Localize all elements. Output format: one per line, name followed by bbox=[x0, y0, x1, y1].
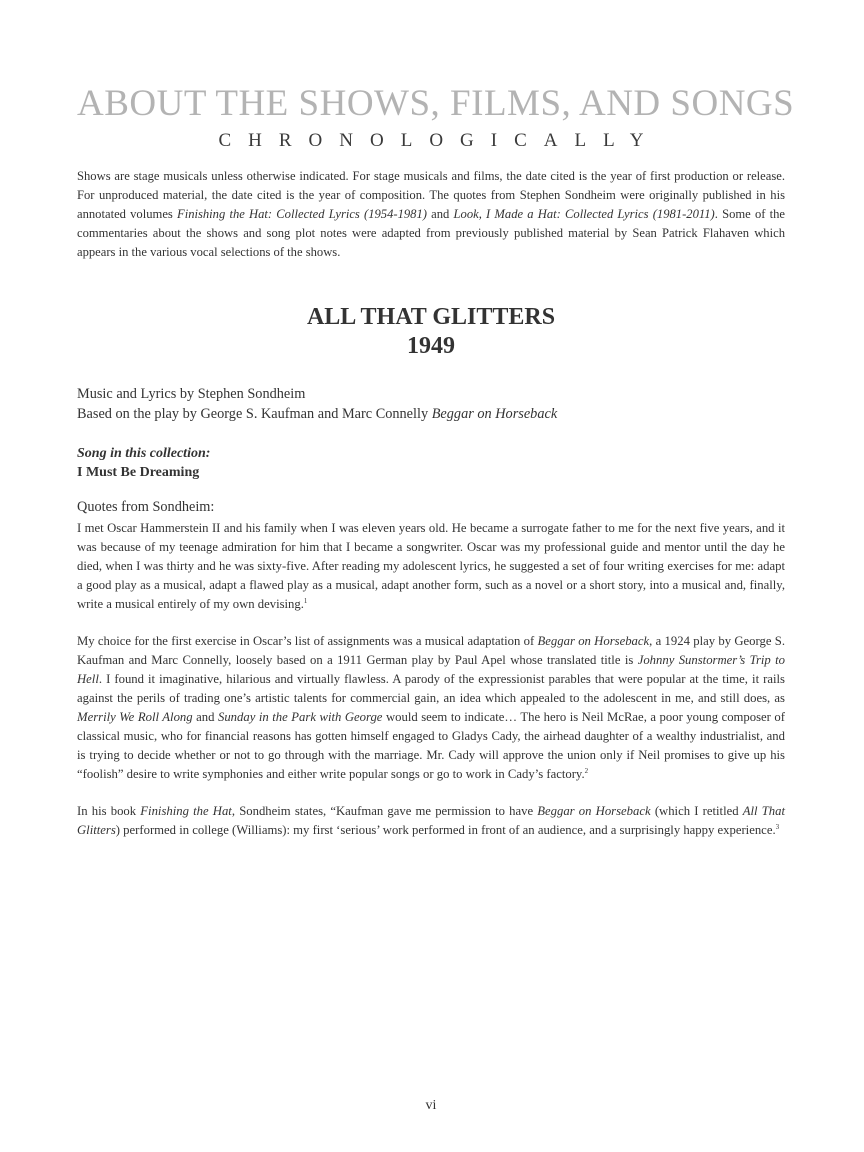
paragraph-text: would seem to indicate… The hero is Neil McRae, a poor young composer of classical music, who for financial reasons has gotten himself engaged to Gladys Cady, the airhead daughter of a wealthy industrialist, and is trying to decide whether or not to go through with the marriage. Mr. Cady will approve the union only if Neil promises to give up his “foolish” desire to write symphonies and either write popular songs or go to work in Cady’s factory. bbox=[77, 710, 786, 781]
page-subtitle: CHRONOLOGICALLY bbox=[218, 130, 661, 151]
paragraph-text: (which I retitled bbox=[650, 804, 743, 818]
intro-paragraph bbox=[77, 167, 785, 262]
paragraph-text: , a 1924 play by George S. Kaufman and Marc Connelly, loosely based on a 1911 German play by Paul Apel whose translated title is bbox=[77, 634, 785, 667]
songs-section bbox=[77, 444, 785, 482]
work-title: Beggar on Horseback bbox=[537, 634, 650, 648]
page-number: vi bbox=[425, 1098, 437, 1113]
paragraph-text: My choice for the first exercise in Oscar’s list of assignments was a musical adaptation of bbox=[77, 634, 538, 648]
intro-book-title: Look, I Made a Hat: Collected Lyrics (1981-2011) bbox=[453, 207, 715, 221]
paragraph-text: ) performed in college (Williams): my first ‘serious’ work performed in front of an audience, and a surprisingly happy experience. bbox=[115, 823, 776, 837]
commentary-paragraph bbox=[77, 802, 785, 840]
credit-line: Music and Lyrics by Stephen Sondheim bbox=[77, 386, 306, 402]
work-title: Beggar on Horseback bbox=[537, 804, 651, 818]
footnote-marker: 1 bbox=[303, 596, 308, 605]
paragraph-text: and bbox=[192, 710, 218, 724]
show-credits bbox=[77, 384, 785, 424]
quotes-heading: Quotes from Sondheim: bbox=[77, 499, 215, 515]
quote-paragraph bbox=[77, 519, 785, 614]
quote-paragraph bbox=[77, 632, 785, 784]
work-title: Johnny Sunstormer’s Trip to Hell bbox=[77, 653, 786, 686]
work-title: Sunday in the Park with George bbox=[217, 710, 383, 724]
paragraph-text: I met Oscar Hammerstein II and his family when I was eleven years old. He became a surrogate father to me for the next five years, and it was because of my teenage admiration for him that I became a songwriter. Oscar was my professional guide and mentor until the day he died, when I was thirty and he was sixty-five. After reading my adolescent lyrics, he suggested a set of four writing exercises for me: adapt a good play as a musical, adapt a flawed play as a musical, adapt another form, such as a novel or a short story, into a musical and, finally, write a musical entirely of my own devising. bbox=[77, 521, 785, 611]
intro-text: Shows are stage musicals unless otherwise indicated. For stage musicals and films, the date cited is the year of first production or release. For unproduced material, the date cited is the year of composition. The quotes from Stephen Sondheim were originally published in his annotated volumes bbox=[77, 169, 785, 221]
footnote-marker: 3 bbox=[775, 822, 780, 831]
show-year: 1949 bbox=[407, 333, 455, 359]
paragraph-text: , Sondheim states, “Kaufman gave me permission to have bbox=[231, 804, 538, 818]
show-name: ALL THAT GLITTERS bbox=[306, 304, 556, 330]
paragraph-text: . I found it imaginative, hilarious and virtually flawless. A parody of the expressionist parables that were popular at the time, it rails against the perils of trading one’s artistic talents for commercial gain, an idea which appealed to the adolescent in me, and still does, as bbox=[77, 672, 785, 705]
credit-line bbox=[77, 404, 785, 424]
credit-text: Based on the play by George S. Kaufman and Marc Connelly bbox=[77, 406, 432, 422]
intro-text: and bbox=[426, 207, 454, 221]
song-title: I Must Be Dreaming bbox=[77, 465, 200, 480]
intro-text: . Some of the commentaries about the shows and song plot notes were adapted from previously published material by Sean Patrick Flahaven which appears in the various vocal selections of the shows. bbox=[77, 207, 785, 259]
play-title: Beggar on Horseback bbox=[431, 406, 558, 422]
quotes-body bbox=[77, 519, 785, 858]
footnote-marker: 2 bbox=[584, 766, 589, 775]
work-title: Merrily We Roll Along bbox=[77, 710, 193, 724]
work-title: Finishing the Hat bbox=[140, 804, 232, 818]
intro-book-title: Finishing the Hat: Collected Lyrics (1954-1981) bbox=[177, 207, 427, 221]
paragraph-text: In his book bbox=[77, 804, 141, 818]
work-title: All That Glitters bbox=[77, 804, 786, 837]
songs-heading: Song in this collection: bbox=[77, 446, 211, 461]
page-title: ABOUT THE SHOWS, FILMS, AND SONGS bbox=[77, 83, 795, 124]
show-heading bbox=[77, 303, 785, 361]
